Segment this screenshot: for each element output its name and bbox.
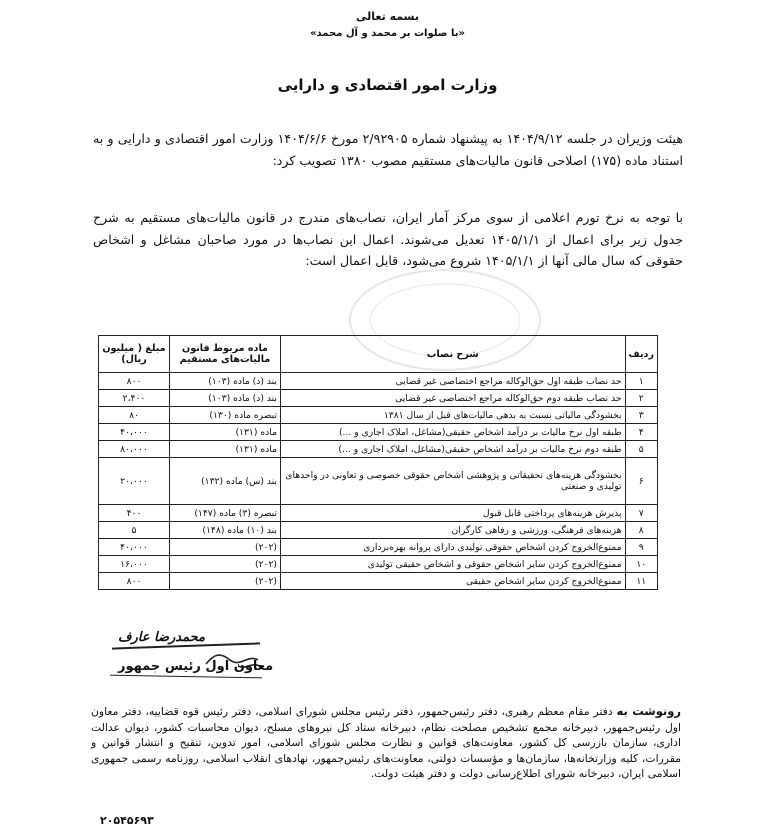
row-law-article: بند (د) ماده (۱۰۳) xyxy=(170,390,281,407)
table-row xyxy=(99,539,658,556)
row-number: ۴ xyxy=(625,424,657,441)
row-description: حد نصاب طبقه اول حق‌الوکاله مراجع اختصاصی غیر قضایی xyxy=(281,373,626,390)
table-row xyxy=(99,424,658,441)
row-description: حد نصاب طبقه دوم حق‌الوکاله مراجع اختصاصی غیر قضایی xyxy=(281,390,626,407)
row-amount: ۸۰،۰۰۰ xyxy=(99,441,170,458)
table-row xyxy=(99,573,658,590)
row-amount: ۸۰۰ xyxy=(99,573,170,590)
row-amount: ۲،۴۰۰ xyxy=(99,390,170,407)
row-number: ۵ xyxy=(625,441,657,458)
ministry-heading: وزارت امور اقتصادی و دارایی xyxy=(277,76,498,94)
header-amount: مبلغ ( میلیون ریال) xyxy=(99,336,170,373)
row-law-article: بند (د) ماده (۱۰۳) xyxy=(170,373,281,390)
copies-label: رونوشت به xyxy=(616,704,681,718)
row-description: بخشودگی هزینه‌های تحقیقاتی و پژوهشی اشخاص حقوقی خصوصی و تعاونی در واحدهای تولیدی و صنعتی xyxy=(281,458,626,505)
row-law-article: ماده (۱۳۱) xyxy=(170,441,281,458)
row-number: ۸ xyxy=(625,522,657,539)
row-amount: ۸۰۰ xyxy=(99,373,170,390)
row-law-article: بند (۱۰) ماده (۱۴۸) xyxy=(170,522,281,539)
header-row-number: ردیف xyxy=(625,336,657,373)
row-description: پذیرش هزینه‌های پرداختی قابل قبول xyxy=(281,505,626,522)
row-description: ممنوع‌الخروج کردن سایر اشخاص حقیقی xyxy=(281,573,626,590)
salawat-line: «با صلوات بر محمد و آل محمد» xyxy=(310,28,465,39)
table-header-row xyxy=(99,336,658,373)
row-description: ممنوع‌الخروج کردن اشخاص حقوقی تولیدی دارای پروانه بهره‌برداری xyxy=(281,539,626,556)
header-description: شرح نصاب xyxy=(281,336,626,373)
signatory-name: محمدرضا عارف xyxy=(118,630,205,645)
row-number: ۳ xyxy=(625,407,657,424)
table-row xyxy=(99,441,658,458)
row-number: ۱۰ xyxy=(625,556,657,573)
basmala: بسمه تعالی xyxy=(356,10,419,23)
row-law-article: (۲۰۲) xyxy=(170,573,281,590)
threshold-table xyxy=(98,335,658,590)
row-amount: ۴۰،۰۰۰ xyxy=(99,424,170,441)
copies-recipients: دفتر مقام معظم رهبری، دفتر رئیس‌جمهور، دفتر رئیس مجلس شورای اسلامی، دفتر رئیس قوه قضاییه، دفتر معاون اول رئیس‌جمهور، دبیرخانه مجمع تشخیص مصلحت نظام، دبیرخانه ستاد کل نیروهای مسلح، دیوان محاسبات کشور، دیوان عدالت اداری، سازمان بازرسی کل کشور، معاونت‌های قوانین و نظارت مجلس شورای اسلامی، امور تدوین، تنقیح و انتشار قوانین و مقررات، کلیه وزارتخانه‌ها، سازمان‌ها و مؤسسات دولتی، معاونت‌های رئیس‌جمهور، نهادهای انقلاب اسلامی، روزنامه رسمی جمهوری اسلامی ایران، دبیرخانه شورای اطلاع‌رسانی دولت و دفتر هیئت دولت. xyxy=(91,705,681,781)
row-number: ۲ xyxy=(625,390,657,407)
signatory-title: معاون اول رئیس جمهور xyxy=(118,659,274,674)
row-description: ممنوع‌الخروج کردن سایر اشخاص حقوقی و اشخاص حقیقی تولیدی xyxy=(281,556,626,573)
row-law-article: (۲۰۲) xyxy=(170,539,281,556)
row-law-article: تبصره ماده (۱۳۰) xyxy=(170,407,281,424)
row-number: ۷ xyxy=(625,505,657,522)
table-row xyxy=(99,556,658,573)
row-amount: ۲۰،۰۰۰ xyxy=(99,458,170,505)
copies-block xyxy=(91,704,681,782)
row-number: ۱۱ xyxy=(625,573,657,590)
decree-paragraph-1: هیئت وزیران در جلسه ۱۴۰۴/۹/۱۲ به پیشنهاد شماره ۲/۹۲۹۰۵ مورخ ۱۴۰۴/۶/۶ وزارت امور اقتصادی و دارایی و به استناد ماده (۱۷۵) اصلاحی قانون مالیات‌های مستقیم مصوب ۱۳۸۰ تصویب کرد: xyxy=(93,131,683,168)
row-amount: ۴۰،۰۰۰ xyxy=(99,539,170,556)
row-law-article: (۲۰۲) xyxy=(170,556,281,573)
row-law-article: ماده (۱۳۱) xyxy=(170,424,281,441)
row-law-article: بند (س) ماده (۱۳۲) xyxy=(170,458,281,505)
header-law-article: ماده مربوط قانون مالیات‌های مستقیم xyxy=(170,336,281,373)
row-description: طبقه دوم نرخ مالیات بر درآمد اشخاص حقیقی(مشاغل، املاک اجاری و ...) xyxy=(281,441,626,458)
row-number: ۹ xyxy=(625,539,657,556)
table-row xyxy=(99,407,658,424)
row-amount: ۱۶،۰۰۰ xyxy=(99,556,170,573)
document-code: ۲۰۵۴۵۶۹۳ xyxy=(100,814,154,827)
row-number: ۶ xyxy=(625,458,657,505)
row-amount: ۸۰ xyxy=(99,407,170,424)
row-description: بخشودگی مالیاتی نسبت به بدهی مالیات‌های قبل از سال ۱۳۸۱ xyxy=(281,407,626,424)
table-row xyxy=(99,390,658,407)
row-amount: ۵ xyxy=(99,522,170,539)
decree-paragraph-2: با توجه به نرخ تورم اعلامی از سوی مرکز آمار ایران، نصاب‌های مندرج در قانون مالیات‌های مستقیم به شرح جدول زیر برای اعمال از ۱۴۰۵/۱/۱ تعدیل می‌شوند. اعمال این نصاب‌ها در مورد صاحبان مشاغل و اشخاص حقوقی که سال مالی آنها از ۱۴۰۵/۱/۱ شروع می‌شود، قابل اعمال است: xyxy=(93,210,683,268)
table-row xyxy=(99,373,658,390)
table-row xyxy=(99,522,658,539)
table-row xyxy=(99,505,658,522)
row-number: ۱ xyxy=(625,373,657,390)
row-amount: ۴۰۰ xyxy=(99,505,170,522)
row-description: طبقه اول نرخ مالیات بر درآمد اشخاص حقیقی(مشاغل، املاک اجاری و ...) xyxy=(281,424,626,441)
row-description: هزینه‌های فرهنگی، ورزشی و رفاهی کارگران xyxy=(281,522,626,539)
row-law-article: تبصره (۳) ماده (۱۴۷) xyxy=(170,505,281,522)
table-row xyxy=(99,458,658,505)
